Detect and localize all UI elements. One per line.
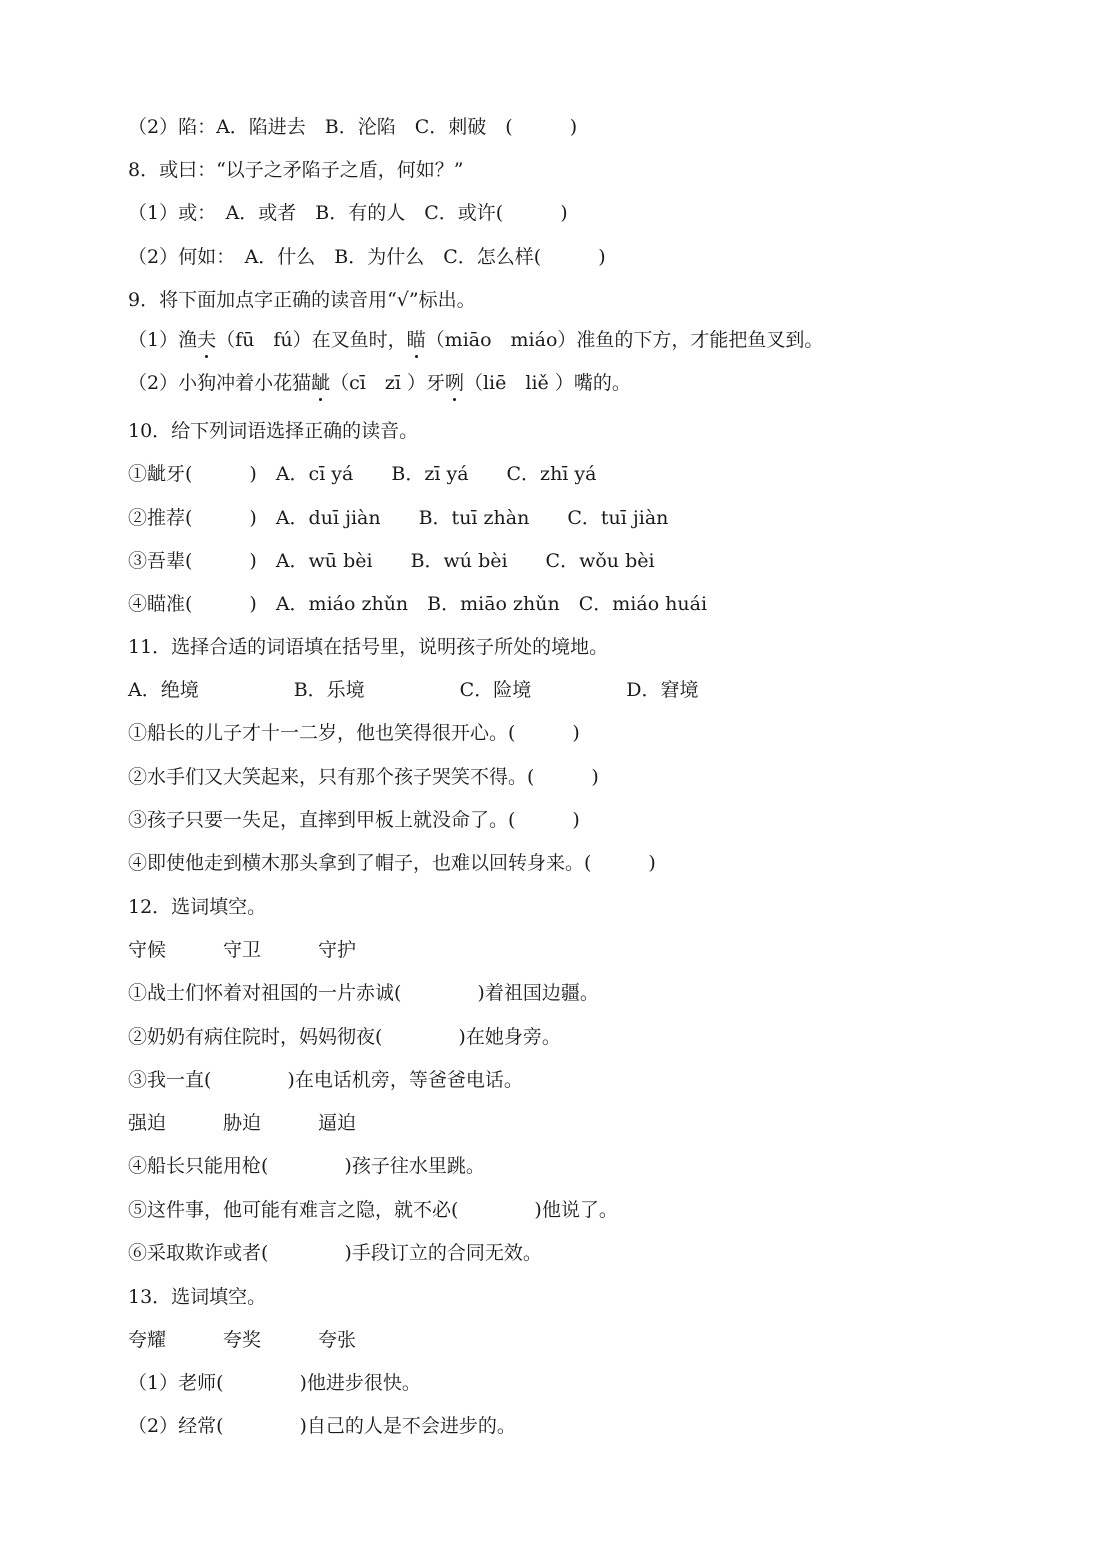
q12-word-group-2: 强迫 胁迫 逼迫 [128,1112,357,1134]
q12-word-group-1: 守候 守卫 守护 [128,939,357,961]
q13-word-group: 夸耀 夸奖 夸张 [128,1329,357,1351]
q10-item-2: ②推荐( ) A．duī jiàn B．tuī zhàn C．tuī jiàn [128,507,669,529]
q11-item-1: ①船长的儿子才十一二岁，他也笑得很开心。( ) [128,722,580,744]
q8-item-2: （2）何如： A．什么 B．为什么 C．怎么样( ) [128,246,606,268]
dotted-char: 龇 [311,372,331,394]
q10-item-1: ①龇牙( ) A．cī yá B．zī yá C．zhī yá [128,463,597,485]
q13-item-2: （2）经常( )自己的人是不会进步的。 [128,1415,516,1437]
q11-item-3: ③孩子只要一失足，直摔到甲板上就没命了。( ) [128,809,580,831]
q12-item-4: ④船长只能用枪( )孩子往水里跳。 [128,1155,485,1177]
q10-item-4: ④瞄准( ) A．miáo zhǔn B．miāo zhǔn C．miáo huái [128,593,708,615]
q9-stem: 9．将下面加点字正确的读音用“√”标出。 [128,289,476,311]
q10-item-3: ③吾辈( ) A．wū bèi B．wú bèi C．wǒu bèi [128,550,655,572]
q12-item-2: ②奶奶有病住院时，妈妈彻夜( )在她身旁。 [128,1026,561,1048]
q9-item-2: （2）小狗冲着小花猫龇（cī zī ）牙咧（liē liě ）嘴的。 [128,372,631,394]
q11-options: A．绝境 B．乐境 C．险境 D．窘境 [128,679,699,701]
dotted-char: 瞄 [406,329,426,351]
q12-item-3: ③我一直( )在电话机旁，等爸爸电话。 [128,1069,523,1091]
q13-item-1: （1）老师( )他进步很快。 [128,1372,421,1394]
q12-stem: 12．选词填空。 [128,896,267,918]
q11-stem: 11．选择合适的词语填在括号里，说明孩子所处的境地。 [128,636,609,658]
q13-stem: 13．选词填空。 [128,1286,267,1308]
q8-item-1: （1）或： A．或者 B．有的人 C．或许( ) [128,202,568,224]
q12-item-1: ①战士们怀着对祖国的一片赤诚( )着祖国边疆。 [128,982,599,1004]
q11-item-4: ④即使他走到横木那头拿到了帽子，也难以回转身来。( ) [128,852,656,874]
q11-item-2: ②水手们又大笑起来，只有那个孩子哭笑不得。( ) [128,766,599,788]
q12-item-6: ⑥采取欺诈或者( )手段订立的合同无效。 [128,1242,542,1264]
q8-stem: 8．或曰：“以子之矛陷子之盾，何如？” [128,159,464,181]
dotted-char: 夫 [197,329,217,351]
q10-stem: 10．给下列词语选择正确的读音。 [128,420,419,442]
dotted-char: 咧 [444,372,464,394]
q7-item-2: （2）陷：A．陷进去 B．沦陷 C．刺破 ( ) [128,116,578,138]
q12-item-5: ⑤这件事，他可能有难言之隐，就不必( )他说了。 [128,1199,618,1221]
q9-item-1: （1）渔夫（fū fú）在叉鱼时，瞄（miāo miáo）准鱼的下方，才能把鱼叉到。 [128,329,824,351]
